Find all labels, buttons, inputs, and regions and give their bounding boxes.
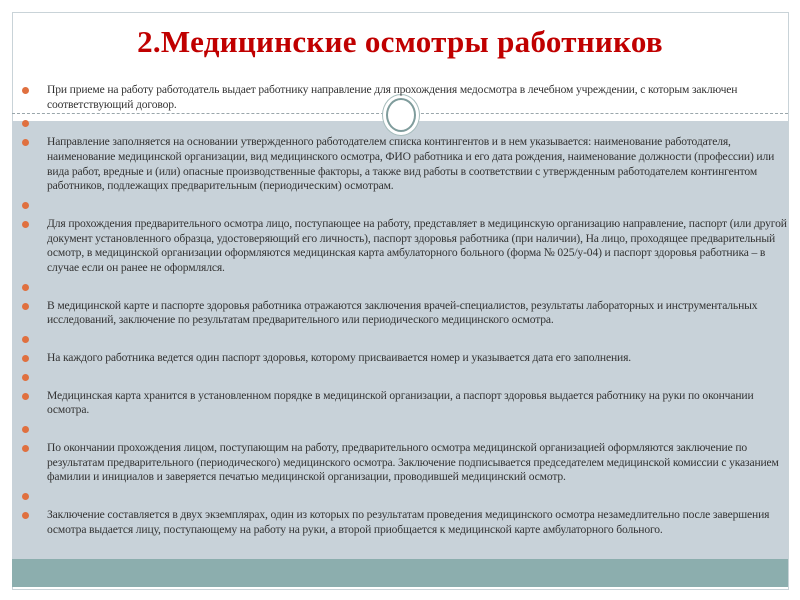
list-item [22,370,788,385]
list-item [22,83,788,112]
list-item [22,280,788,295]
bullet-icon [22,493,29,500]
list-item-text: При приеме на работу работодатель выдает работнику направление для прохождения медосмотра в лечебном учреждении, с которым заключен соответствующий договор. [47,83,738,111]
bottom-band [12,559,788,587]
bullet-icon [22,284,29,291]
bullet-icon [22,374,29,381]
list-item-text: На каждого работника ведется один паспорт здоровья, которому присваивается номер и указывается дата его заполнения. [47,350,632,364]
list-item-text: Направление заполняется на основании утвержденного работодателем списка контингентов и в нем указывается: наименование работодателя, наименование медицинской организации, вид медицинского осмотра, ФИО работника и его дата рождения, наименование должности (профессии) или вида работ, вредные и (или) опасные производственные факторы, а также вид работы в соответствии с утвержденным работодателем контингентом работников, подлежащих предварительным (периодическим) осмотрам. [47,135,775,193]
list-item-text: Заключение составляется в двух экземплярах, один из которых по результатам проведения медицинского осмотра незамедлительно после завершения осмотра выдается лицу, поступающему на работу на руки, а второй приобщается к медицинской карте амбулаторного больного. [47,508,770,536]
list-item-text: По окончании прохождения лицом, поступающим на работу, предварительного осмотра медицинской организацией оформляются заключение по результатам предварительного (периодического) медицинского осмотра. Заключение подписывается председателем медицинской комиссии с указанием фамилии и инициалов и заверяется печатью медицинской организации, проводившей медицинский осмотр. [47,441,779,484]
bullet-icon [22,221,29,228]
list-item [22,508,788,537]
list-item-text: Для прохождения предварительного осмотра лицо, поступающее на работу, представляет в медицинскую организацию направление, паспорт (или другой документ установленного образца, удостоверяющий его личность), паспорт здоровья работника (при наличии), На лицо, проходящее предварительный осмотр, в медицинской организации оформляются медицинская карта амбулаторного больного (форма № 025/у-04) и паспорт здоровья работника – в случае если он ранее не оформлялся. [47,216,787,274]
list-item [22,422,788,437]
list-item [22,332,788,347]
list-item [22,299,788,328]
list-item [22,441,788,485]
bullet-icon [22,303,29,310]
list-item [22,198,788,213]
bullet-icon [22,87,29,94]
list-item-text: Медицинская карта хранится в установленном порядке в медицинской организации, а паспорт здоровья выдается работнику на руки по окончании осмотра. [47,388,754,417]
bullet-icon [22,393,29,400]
bullet-list [22,83,788,541]
bullet-icon [22,139,29,146]
list-item [22,351,788,366]
bullet-icon [22,202,29,209]
list-item [22,489,788,504]
bullet-icon [22,355,29,362]
slide-title: 2.Медицинские осмотры работников [137,24,663,59]
bullet-icon [22,512,29,519]
list-item [22,116,788,131]
list-item [22,389,788,418]
bullet-icon [22,445,29,452]
list-item [22,217,788,275]
bullet-icon [22,426,29,433]
bullet-icon [22,120,29,127]
list-item [22,135,788,193]
bullet-icon [22,336,29,343]
list-item-text: В медицинской карте и паспорте здоровья работника отражаются заключения врачей-специалистов, результаты лабораторных и инструментальных исследований, заключение по результатам предварительного или периодического медицинского осмотра. [47,298,758,327]
